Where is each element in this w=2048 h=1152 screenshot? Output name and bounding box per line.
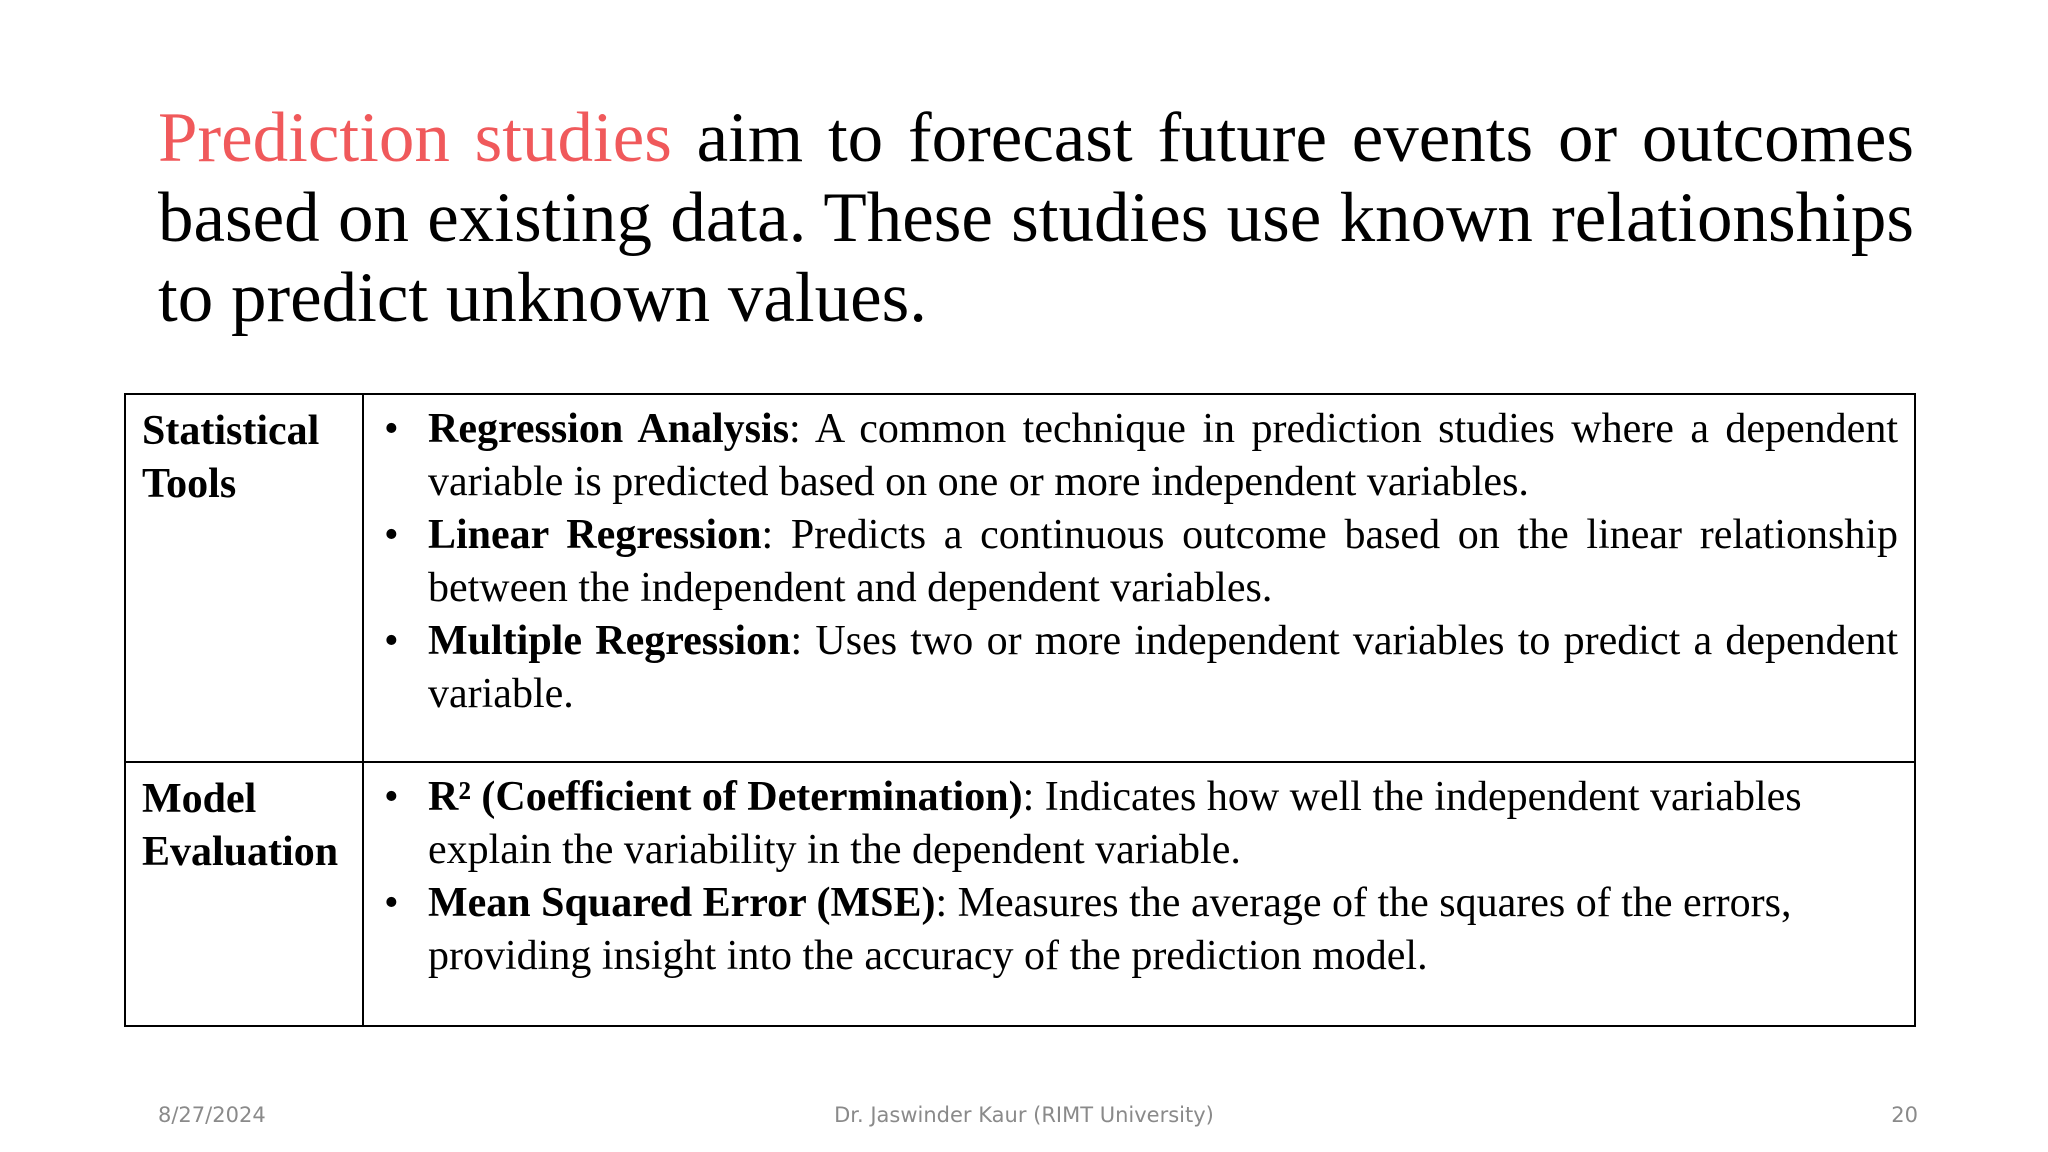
item-description: : Predicts a continuous outcome based on the linear relationship between the independent and dependent variables. — [428, 512, 1899, 611]
item-description: : Measures the average of the squares of the errors, providing insight into the accuracy of the prediction model. — [428, 880, 1792, 979]
intro-text: aim to forecast future events or outcomes based on existing data. These studies use known relationships to predict unknown values. — [158, 99, 1915, 337]
item-term: Regression Analysis — [428, 406, 790, 452]
list-item — [378, 615, 1898, 721]
row-content — [363, 394, 1915, 762]
item-description: : Indicates how well the independent variables explain the variability in the dependent variable. — [428, 774, 1802, 873]
table-row — [125, 394, 1915, 762]
item-description: : A common technique in prediction studies where a dependent variable is predicted based on one or more independent variables. — [428, 406, 1898, 505]
item-term: Linear Regression — [428, 512, 762, 558]
intro-highlight: Prediction studies — [158, 99, 672, 177]
intro-paragraph — [158, 98, 1914, 338]
item-term: Multiple Regression — [428, 618, 791, 664]
item-description: : Uses two or more independent variables to predict a dependent variable. — [428, 618, 1898, 717]
row-heading-statistical-tools: Statistical Tools — [125, 394, 363, 762]
row-content — [363, 762, 1915, 1026]
footer-page-number: 20 — [1891, 1103, 1918, 1127]
bullet-list — [378, 403, 1898, 721]
footer-date: 8/27/2024 — [158, 1103, 266, 1127]
bullet-list — [378, 771, 1898, 983]
info-table — [124, 393, 1916, 1027]
list-item — [378, 403, 1898, 509]
row-heading-model-evaluation: Model Evaluation — [125, 762, 363, 1026]
item-term: R² (Coefficient of Determination) — [428, 774, 1023, 820]
item-term: Mean Squared Error (MSE) — [428, 880, 936, 926]
list-item — [378, 877, 1898, 983]
list-item — [378, 771, 1898, 877]
list-item — [378, 509, 1898, 615]
footer-author: Dr. Jaswinder Kaur (RIMT University) — [834, 1103, 1214, 1127]
table-row — [125, 762, 1915, 1026]
